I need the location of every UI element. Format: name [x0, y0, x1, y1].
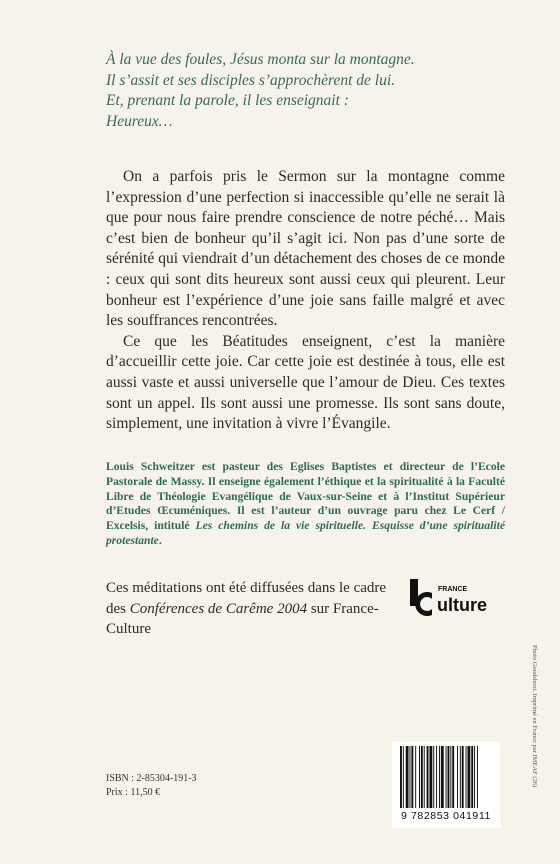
barcode [392, 742, 500, 828]
publication-info [106, 772, 197, 800]
barcode-bar [466, 746, 467, 808]
barcode-bar [467, 746, 470, 808]
barcode-bar [410, 746, 411, 808]
book-title: Les chemins de la vie spirituelle. Esquisse d’une spiritualité protestante [106, 519, 505, 547]
barcode-bar [433, 746, 434, 808]
epigraph-line: Heureux… [106, 112, 173, 130]
barcode-bar [419, 746, 420, 808]
photo-credit: Photo Goodshoot. Imprimé en France par IMEAF (26) [531, 645, 538, 788]
barcode-bars [398, 746, 494, 810]
barcode-bar [446, 746, 447, 808]
blurb-paragraph: Ce que les Béatitudes enseignent, c’est la manière d’accueillir cette joie. Car cette joie est destinée à tous, elle est aussi vaste et aussi universelle que l’amour de Dieu. Ces textes sont un appel. Ils sont aussi une promesse. Ils sont sans doute, simplement, une invitation à vivre l’Évangile. [106, 332, 505, 433]
broadcast-note [106, 578, 406, 640]
barcode-bar [452, 746, 454, 808]
broadcast-line: Ces méditations ont été diffusées dans le cadre [106, 580, 387, 596]
price: Prix : 11,50 € [106, 787, 161, 798]
barcode-bar [403, 746, 404, 808]
barcode-bar [457, 746, 458, 808]
barcode-bar [424, 746, 425, 808]
logo-big-text: ulture [437, 595, 488, 615]
epigraph-line: Il s’assit et ses disciples s’approchèrent de lui. [106, 71, 396, 89]
author-bio-end: . [158, 533, 162, 547]
broadcast-suffix: sur France-Culture [106, 600, 379, 638]
author-bio [106, 460, 505, 549]
isbn: ISBN : 2-85304-191-3 [106, 773, 197, 784]
france-culture-logo-icon [408, 577, 500, 621]
barcode-bar [477, 746, 478, 808]
barcode-bar [439, 746, 440, 808]
epigraph [106, 50, 506, 132]
france-culture-logo [408, 577, 500, 621]
barcode-bar [411, 746, 413, 808]
barcode-bar [471, 746, 473, 808]
barcode-bar [415, 746, 416, 808]
broadcast-prefix: des [106, 600, 130, 617]
barcode-digits: 9 782853 041911 [401, 810, 491, 822]
blurb [106, 167, 505, 435]
blurb-paragraph: On a parfois pris le Sermon sur la montagne comme l’expression d’une perfection si inaccessible qu’elle ne serait là que pour nous faire prendre conscience de notre péché… Mais c’est bien de bonheur qu’il s’agit ici. Non pas d’une sorte de sérénité qui viendrait d’un détachement des choses de ce monde : ceux qui sont dits heureux sont aussi ceux qui pleurent. Leur bonheur est l’expérience d’une joie sans faille malgré et avec les souffrances rencontrées. [106, 168, 505, 330]
epigraph-line: À la vue des foules, Jésus monta sur la montagne. [106, 51, 415, 68]
barcode-bar [441, 746, 444, 808]
barcode-bar [429, 746, 432, 808]
broadcast-line [106, 599, 406, 640]
barcode-bar [427, 746, 429, 808]
barcode-bar [406, 746, 409, 808]
barcode-bar [448, 746, 450, 808]
conference-title: Conférences de Carême 2004 [129, 600, 308, 617]
logo-small-text: FRANCE [438, 586, 468, 593]
barcode-bar [421, 746, 423, 808]
barcode-bar [400, 746, 402, 808]
barcode-bar [436, 746, 437, 808]
author-bio-text: Louis Schweitzer est pasteur des Eglises Baptistes et directeur de l’Ecole Pastorale de Massy. Il enseigne également l’éthique et la spiritualité à la Faculté Libre de Théologie Evangélique de Vaux-sur-Seine et à l’Institut Supérieur d’Etudes Œcuméniques. Il est l’auteur d’un ouvrage paru chez Le Cerf / Excelsis, intitulé [106, 460, 505, 533]
barcode-bar [474, 746, 475, 808]
barcode-bar [460, 746, 461, 808]
barcode-bar [450, 746, 451, 808]
barcode-bar [462, 746, 464, 808]
epigraph-line: Et, prenant la parole, il les enseignait : [106, 92, 349, 110]
